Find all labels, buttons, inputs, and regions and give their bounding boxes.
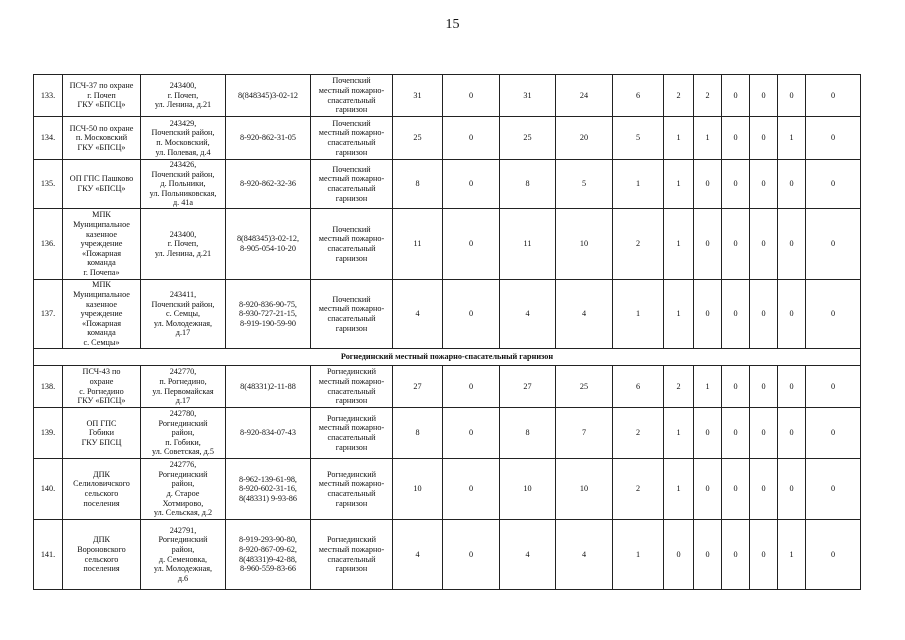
- unit-address-line: 243429,: [169, 118, 197, 128]
- unit-address-line: г. Почеп,: [167, 90, 199, 100]
- unit-phone: [226, 459, 311, 520]
- garrison-name: [311, 160, 393, 209]
- count-cell: 4: [556, 520, 613, 590]
- row-number: 136.: [34, 209, 63, 280]
- count-cell: 0: [722, 408, 750, 459]
- garrison-name-line: спасательный: [327, 95, 376, 105]
- count-cell: 5: [613, 117, 664, 160]
- garrison-name: [311, 209, 393, 280]
- unit-address-line: ул. Ленина, д.21: [154, 100, 212, 110]
- unit-address-line: д. 41а: [172, 198, 194, 208]
- count-cell: 0: [778, 408, 806, 459]
- count-cell: 0: [750, 366, 778, 408]
- garrison-name-line: спасательный: [327, 554, 376, 564]
- garrison-name-line: Почепский: [332, 164, 371, 174]
- unit-phone: [226, 366, 311, 408]
- unit-name-line: г. Почеп: [87, 90, 116, 100]
- garrison-name-line: гарнизон: [335, 253, 368, 263]
- garrison-name-line: Рогнединский: [326, 535, 376, 545]
- unit-name-line: ДПК: [93, 535, 110, 545]
- count-cell: 0: [694, 520, 722, 590]
- count-cell: 0: [778, 160, 806, 209]
- unit-name-line: ГКУ «БПСЦ»: [77, 396, 126, 406]
- unit-phone-line: 8-962-139-61-98,: [239, 474, 297, 484]
- count-cell: 0: [806, 520, 861, 590]
- count-cell: 0: [722, 117, 750, 160]
- count-cell: 11: [393, 209, 443, 280]
- unit-address-line: ул. Молодежная,: [153, 318, 213, 328]
- unit-name: [63, 459, 141, 520]
- count-cell: 10: [556, 459, 613, 520]
- count-cell: 0: [778, 366, 806, 408]
- unit-name-line: сельского: [84, 489, 119, 498]
- unit-name-line: Селиловичского: [73, 479, 130, 489]
- table-row: [34, 459, 861, 520]
- unit-phone: [226, 160, 311, 209]
- count-cell: 0: [750, 209, 778, 280]
- garrison-name: [311, 408, 393, 459]
- unit-address: [141, 459, 226, 520]
- unit-name: [63, 408, 141, 459]
- unit-phone-line: 8-919-190-59-90: [240, 318, 296, 328]
- count-cell: 0: [722, 160, 750, 209]
- count-cell: 0: [722, 75, 750, 117]
- count-cell: 0: [750, 117, 778, 160]
- count-cell: 8: [393, 408, 443, 459]
- count-cell: 0: [778, 209, 806, 280]
- garrison-name-line: спасательный: [327, 244, 376, 253]
- count-cell: 10: [393, 459, 443, 520]
- section-row: [34, 349, 861, 366]
- unit-name-line: учреждение: [80, 239, 123, 249]
- unit-address-line: с. Семцы,: [165, 309, 201, 319]
- unit-name-line: охране: [89, 376, 114, 386]
- table-row: [34, 408, 861, 459]
- count-cell: 1: [664, 209, 694, 280]
- garrison-name: [311, 520, 393, 590]
- unit-address-line: 242770,: [169, 367, 197, 377]
- count-cell: 0: [443, 160, 500, 209]
- unit-name-line: ГКУ «БПСЦ»: [77, 142, 126, 152]
- count-cell: 0: [722, 520, 750, 590]
- unit-address-line: район,: [171, 479, 195, 489]
- garrison-name-line: Почепский: [332, 224, 371, 234]
- count-cell: 0: [806, 209, 861, 280]
- count-cell: 1: [664, 117, 694, 160]
- unit-name-line: МПК: [92, 210, 111, 220]
- row-number: 134.: [34, 117, 63, 160]
- unit-name-line: поселения: [83, 564, 120, 574]
- unit-address-line: д. Семеновка,: [158, 554, 208, 564]
- unit-name: [63, 160, 141, 209]
- unit-name-line: ГКУ «БПСЦ»: [77, 184, 126, 193]
- garrison-name-line: Почепский: [332, 118, 371, 128]
- unit-name-line: сельского: [84, 554, 119, 564]
- garrison-name-line: гарнизон: [335, 147, 368, 157]
- unit-name-line: Муниципальное: [73, 290, 130, 300]
- unit-phone-line: 8-920-862-32-36: [240, 179, 296, 189]
- unit-address: [141, 209, 226, 280]
- unit-name-line: ОП ГПС: [86, 418, 117, 428]
- row-number: 135.: [34, 160, 63, 209]
- count-cell: 31: [393, 75, 443, 117]
- unit-address-line: ул. Ленина, д.21: [154, 248, 212, 258]
- unit-phone: [226, 408, 311, 459]
- count-cell: 8: [393, 160, 443, 209]
- garrison-name-line: гарнизон: [335, 193, 368, 203]
- section-header-group: [34, 349, 861, 366]
- unit-name-line: ПСЧ-37 по охране: [69, 81, 134, 91]
- count-cell: 0: [750, 520, 778, 590]
- count-cell: 0: [694, 280, 722, 349]
- count-cell: 8: [500, 160, 556, 209]
- count-cell: 25: [393, 117, 443, 160]
- garrison-name-line: местный пожарно-: [318, 174, 385, 184]
- unit-address-line: ул. Советская, д.5: [152, 447, 214, 457]
- unit-address-line: п. Рогнедино,: [159, 376, 207, 386]
- count-cell: 2: [694, 75, 722, 117]
- unit-name-line: Гобики: [88, 428, 114, 438]
- unit-address-line: ул. Полевая, д.4: [155, 147, 211, 157]
- unit-name-line: ПСЧ-50 по охране: [69, 123, 134, 133]
- table-body-bottom: [34, 366, 861, 590]
- unit-name-line: команда: [87, 328, 116, 338]
- count-cell: 0: [694, 459, 722, 520]
- count-cell: 0: [443, 366, 500, 408]
- count-cell: 0: [443, 75, 500, 117]
- unit-name-line: ДПК: [93, 469, 110, 479]
- count-cell: 2: [664, 366, 694, 408]
- count-cell: 0: [664, 520, 694, 590]
- count-cell: 0: [806, 366, 861, 408]
- count-cell: 4: [500, 520, 556, 590]
- unit-address: [141, 520, 226, 590]
- garrison-name-line: спасательный: [327, 184, 376, 193]
- count-cell: 0: [443, 520, 500, 590]
- count-cell: 4: [500, 280, 556, 349]
- count-cell: 0: [722, 209, 750, 280]
- unit-phone-line: 8-920-602-31-16,: [239, 484, 297, 494]
- unit-address-line: 243400,: [169, 229, 197, 239]
- unit-name-line: казенное: [86, 299, 117, 309]
- unit-name-line: Муниципальное: [73, 220, 130, 230]
- count-cell: 0: [443, 280, 500, 349]
- row-number: 141.: [34, 520, 63, 590]
- unit-phone-line: 8-960-559-83-66: [240, 564, 296, 574]
- count-cell: 1: [613, 520, 664, 590]
- unit-address-line: Почепский район,: [151, 169, 215, 179]
- row-number: 140.: [34, 459, 63, 520]
- unit-phone-line: 8(48331)2-11-88: [240, 381, 296, 391]
- unit-address-line: Рогнединский: [158, 418, 208, 428]
- count-cell: 4: [556, 280, 613, 349]
- unit-address-line: Рогнединский: [158, 535, 208, 545]
- count-cell: 0: [750, 459, 778, 520]
- unit-address-line: Почепский район,: [151, 128, 215, 138]
- unit-name-line: ГКУ «БПСЦ»: [77, 100, 126, 110]
- count-cell: 0: [443, 459, 500, 520]
- count-cell: 1: [664, 160, 694, 209]
- count-cell: 0: [750, 408, 778, 459]
- count-cell: 4: [393, 520, 443, 590]
- unit-phone-line: 8(848345)3-02-12,: [236, 234, 300, 244]
- unit-phone-line: 8-920-834-07-43: [240, 428, 296, 438]
- count-cell: 0: [443, 408, 500, 459]
- count-cell: 10: [556, 209, 613, 280]
- garrison-name-line: гарнизон: [335, 564, 368, 574]
- unit-phone-line: 8(48331) 9-93-86: [239, 493, 297, 503]
- table-row: [34, 160, 861, 209]
- unit-name-line: ПСЧ-43 по: [82, 367, 121, 377]
- garrison-name-line: Рогнединский: [326, 413, 376, 423]
- unit-address: [141, 117, 226, 160]
- count-cell: 20: [556, 117, 613, 160]
- unit-name-line: МПК: [92, 280, 111, 290]
- count-cell: 1: [694, 366, 722, 408]
- count-cell: 0: [722, 280, 750, 349]
- unit-address-line: 243400,: [169, 81, 197, 91]
- fire-units-table: [33, 74, 861, 590]
- count-cell: 2: [613, 209, 664, 280]
- unit-address-line: Почепский район,: [151, 299, 215, 309]
- count-cell: 10: [500, 459, 556, 520]
- unit-address-line: район,: [171, 428, 195, 438]
- unit-phone-line: 8-905-054-10-20: [240, 244, 296, 253]
- unit-address: [141, 280, 226, 349]
- garrison-name: [311, 366, 393, 408]
- count-cell: 0: [806, 408, 861, 459]
- unit-name-line: казенное: [86, 229, 117, 239]
- count-cell: 0: [694, 408, 722, 459]
- unit-phone-line: 8-920-862-31-05: [240, 133, 296, 143]
- garrison-name-line: спасательный: [327, 138, 376, 147]
- garrison-name-line: спасательный: [327, 314, 376, 323]
- count-cell: 0: [778, 459, 806, 520]
- count-cell: 0: [722, 459, 750, 520]
- garrison-name-line: Рогнединский: [326, 367, 376, 377]
- count-cell: 2: [613, 408, 664, 459]
- count-cell: 0: [750, 75, 778, 117]
- count-cell: 27: [393, 366, 443, 408]
- unit-phone: [226, 280, 311, 349]
- count-cell: 24: [556, 75, 613, 117]
- unit-phone: [226, 520, 311, 590]
- count-cell: 1: [778, 117, 806, 160]
- garrison-name: [311, 75, 393, 117]
- count-cell: 1: [664, 459, 694, 520]
- unit-address: [141, 366, 226, 408]
- unit-name: [63, 117, 141, 160]
- unit-name: [63, 75, 141, 117]
- unit-phone-line: 8(48331)9-42-88,: [239, 554, 297, 564]
- section-title: Рогнединский местный пожарно-спасательный гарнизон: [34, 349, 861, 366]
- garrison-name-line: местный пожарно-: [318, 128, 385, 138]
- garrison-name-line: местный пожарно-: [318, 234, 385, 244]
- garrison-name-line: спасательный: [327, 489, 376, 498]
- unit-address-line: Хотмирово,: [162, 498, 204, 508]
- count-cell: 0: [750, 280, 778, 349]
- unit-address-line: д.17: [175, 396, 191, 406]
- count-cell: 0: [694, 160, 722, 209]
- unit-name: [63, 366, 141, 408]
- unit-name-line: ГКУ БПСЦ: [81, 437, 122, 447]
- count-cell: 6: [613, 75, 664, 117]
- unit-phone-line: 8-920-867-09-62,: [239, 544, 297, 554]
- garrison-name: [311, 280, 393, 349]
- unit-name-line: поселения: [83, 498, 120, 508]
- unit-address-line: район,: [171, 544, 195, 554]
- unit-phone-line: 8-919-293-90-80,: [239, 535, 297, 545]
- count-cell: 11: [500, 209, 556, 280]
- unit-name-line: команда: [87, 258, 116, 268]
- count-cell: 1: [613, 160, 664, 209]
- row-number: 139.: [34, 408, 63, 459]
- unit-address-line: 242791,: [169, 525, 197, 535]
- garrison-name-line: местный пожарно-: [318, 376, 385, 386]
- count-cell: 0: [806, 459, 861, 520]
- unit-address-line: ул. Молодежная,: [153, 564, 213, 574]
- unit-phone-line: 8-930-727-21-15,: [239, 309, 297, 319]
- garrison-name-line: гарнизон: [335, 442, 368, 452]
- unit-name-line: с. Семцы»: [83, 337, 120, 347]
- unit-address-line: ул. Первомайская: [152, 386, 214, 396]
- count-cell: 1: [664, 408, 694, 459]
- count-cell: 27: [500, 366, 556, 408]
- count-cell: 0: [806, 280, 861, 349]
- unit-name: [63, 280, 141, 349]
- garrison-name-line: местный пожарно-: [318, 304, 385, 314]
- row-number: 137.: [34, 280, 63, 349]
- row-number: 133.: [34, 75, 63, 117]
- garrison-name-line: местный пожарно-: [318, 85, 385, 95]
- table-row: [34, 117, 861, 160]
- count-cell: 0: [722, 366, 750, 408]
- garrison-name-line: спасательный: [327, 433, 376, 442]
- unit-phone: [226, 117, 311, 160]
- page-number: 15: [445, 17, 460, 32]
- unit-address: [141, 75, 226, 117]
- table-body-top: [34, 75, 861, 349]
- unit-address-line: 243426,: [169, 160, 197, 170]
- unit-name: [63, 209, 141, 280]
- count-cell: 1: [664, 280, 694, 349]
- count-cell: 7: [556, 408, 613, 459]
- unit-address-line: д. Польники,: [160, 179, 206, 189]
- unit-address-line: д. Старое: [166, 489, 200, 498]
- garrison-name: [311, 459, 393, 520]
- unit-address-line: п. Московский,: [156, 138, 210, 147]
- garrison-name-line: Рогнединский: [326, 469, 376, 479]
- unit-address-line: ул. Польниковская,: [149, 188, 217, 198]
- table-row: [34, 280, 861, 349]
- table-row: [34, 209, 861, 280]
- count-cell: 1: [694, 117, 722, 160]
- unit-phone: [226, 209, 311, 280]
- garrison-name-line: Почепский: [332, 76, 371, 86]
- unit-address: [141, 160, 226, 209]
- count-cell: 0: [806, 117, 861, 160]
- count-cell: 0: [778, 75, 806, 117]
- unit-name-line: п. Московский: [75, 133, 128, 143]
- unit-address: [141, 408, 226, 459]
- count-cell: 8: [500, 408, 556, 459]
- garrison-name: [311, 117, 393, 160]
- unit-name-line: г. Почепа»: [83, 267, 120, 277]
- count-cell: 0: [806, 75, 861, 117]
- unit-address-line: д.6: [177, 573, 189, 583]
- garrison-name-line: гарнизон: [335, 323, 368, 333]
- garrison-name-line: местный пожарно-: [318, 423, 385, 433]
- unit-name-line: «Пожарная: [81, 318, 122, 328]
- count-cell: 6: [613, 366, 664, 408]
- unit-name-line: ОП ГПС Пашково: [69, 174, 134, 184]
- count-cell: 31: [500, 75, 556, 117]
- count-cell: 0: [694, 209, 722, 280]
- count-cell: 25: [556, 366, 613, 408]
- unit-name-line: учреждение: [80, 309, 123, 319]
- count-cell: 5: [556, 160, 613, 209]
- count-cell: 1: [613, 280, 664, 349]
- unit-address-line: 243411,: [169, 290, 197, 300]
- garrison-name-line: Почепский: [332, 294, 371, 304]
- garrison-name-line: местный пожарно-: [318, 479, 385, 489]
- table-row: [34, 75, 861, 117]
- unit-address-line: п. Гобики,: [165, 437, 201, 447]
- table-row: [34, 366, 861, 408]
- unit-address-line: ул. Сельская, д.2: [153, 508, 213, 518]
- count-cell: 0: [806, 160, 861, 209]
- count-cell: 2: [664, 75, 694, 117]
- count-cell: 0: [443, 117, 500, 160]
- unit-phone-line: 8(848345)3-02-12: [237, 90, 299, 100]
- garrison-name-line: гарнизон: [335, 105, 368, 115]
- unit-phone: [226, 75, 311, 117]
- row-number: 138.: [34, 366, 63, 408]
- count-cell: 2: [613, 459, 664, 520]
- count-cell: 0: [778, 280, 806, 349]
- unit-name: [63, 520, 141, 590]
- unit-name-line: «Пожарная: [81, 248, 122, 258]
- garrison-name-line: спасательный: [327, 386, 376, 396]
- unit-address-line: Рогнединский: [158, 469, 208, 479]
- unit-address-line: 242776,: [169, 460, 197, 470]
- count-cell: 1: [778, 520, 806, 590]
- unit-name-line: Вороновского: [77, 544, 126, 554]
- count-cell: 0: [443, 209, 500, 280]
- garrison-name-line: гарнизон: [335, 396, 368, 406]
- garrison-name-line: местный пожарно-: [318, 544, 385, 554]
- unit-address-line: г. Почеп,: [167, 239, 199, 249]
- unit-name-line: с. Рогнедино: [79, 386, 124, 396]
- count-cell: 4: [393, 280, 443, 349]
- count-cell: 25: [500, 117, 556, 160]
- unit-phone-line: 8-920-836-90-75,: [239, 299, 297, 309]
- count-cell: 0: [750, 160, 778, 209]
- table-row: [34, 520, 861, 590]
- garrison-name-line: гарнизон: [335, 498, 368, 508]
- unit-address-line: 242780,: [169, 409, 197, 419]
- unit-address-line: д.17: [175, 328, 191, 338]
